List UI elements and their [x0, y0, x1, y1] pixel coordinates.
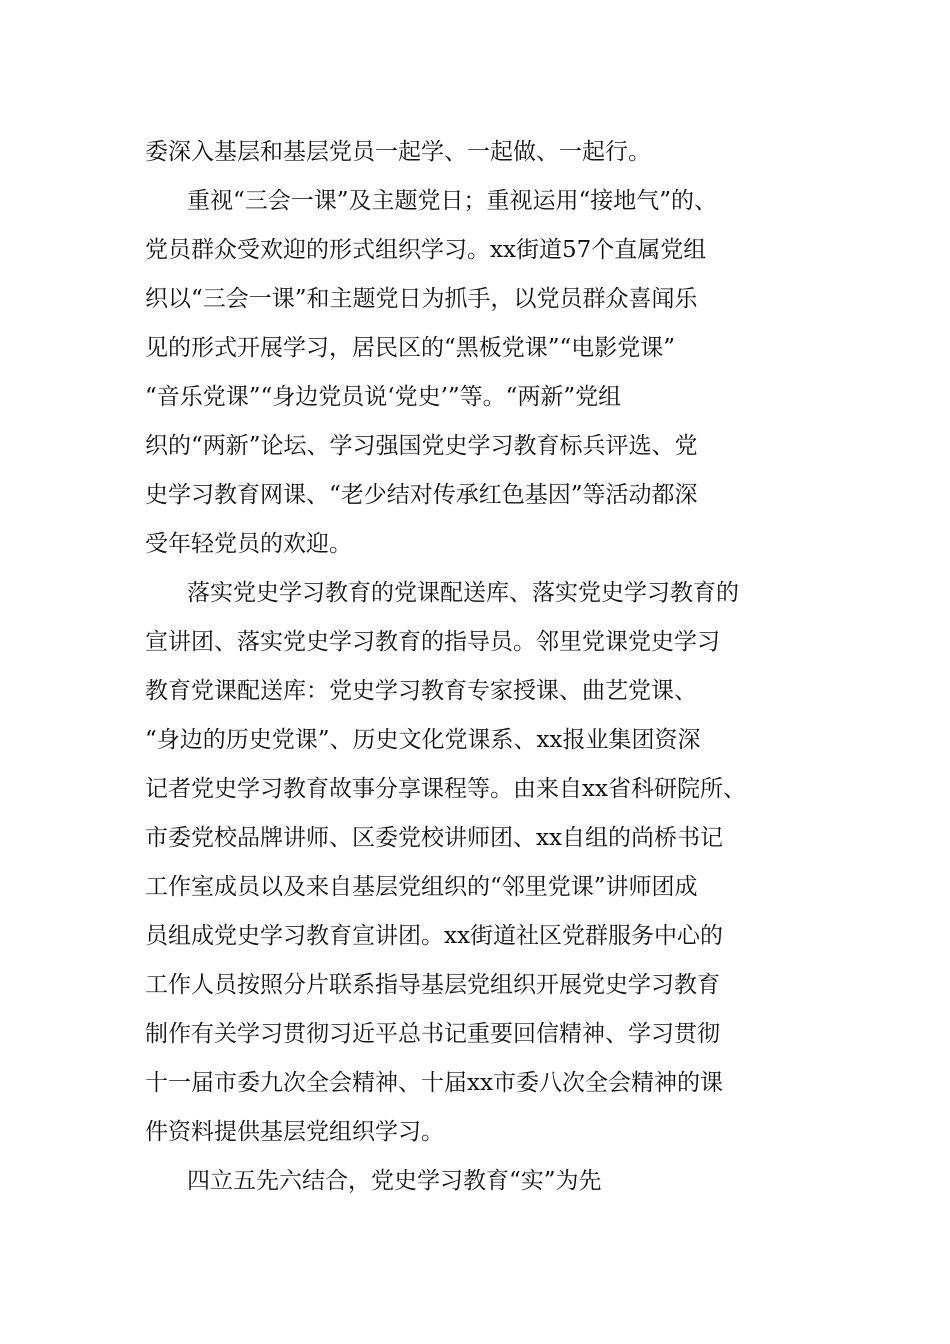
paragraph — [145, 1157, 815, 1206]
text-line: 件资料提供基层党组织学习。 — [145, 1119, 444, 1145]
text-line: “音乐党课”“身边党员说‘党史’”等。“两新”党组 — [145, 384, 622, 410]
text-line: 市委党校品牌讲师、区委党校讲师团、xx自组的尚桥书记 — [145, 825, 723, 851]
text-line: 十一届市委九次全会精神、十届xx市委八次全会精神的课 — [145, 1070, 723, 1096]
text-line: 四立五先六结合，党史学习教育“实”为先 — [187, 1168, 602, 1194]
text-line: 受年轻党员的欢迎。 — [145, 531, 352, 557]
paragraph — [145, 177, 815, 569]
text-line: 重视“三会一课”及主题党日；重视运用“接地气”的、 — [187, 188, 718, 214]
text-line: 织的“两新”论坛、学习强国党史学习教育标兵评选、党 — [145, 433, 698, 459]
text-line: 史学习教育网课、“老少结对传承红色基因”等活动都深 — [145, 482, 698, 508]
text-line: 宣讲团、落实党史学习教育的指导员。邻里党课党史学习 — [145, 629, 720, 655]
text-line: 见的形式开展学习，居民区的“黑板党课”“电影党课” — [145, 335, 676, 361]
text-line: 制作有关学习贯彻习近平总书记重要回信精神、学习贯彻 — [145, 1021, 720, 1047]
paragraph — [145, 569, 815, 1157]
text-line: 落实党史学习教育的党课配送库、落实党史学习教育的 — [187, 580, 739, 606]
text-line: 工作室成员以及来自基层党组织的“邻里党课”讲师团成 — [145, 874, 698, 900]
text-line: 织以“三会一课”和主题党日为抓手，以党员群众喜闻乐 — [145, 286, 698, 312]
text-line: “身边的历史党课”、历史文化党课系、xx报业集团资深 — [145, 727, 701, 753]
text-line: 委深入基层和基层党员一起学、一起做、一起行。 — [145, 139, 651, 165]
document-body — [145, 128, 815, 1206]
text-line: 员组成党史学习教育宣讲团。xx街道社区党群服务中心的 — [145, 923, 723, 949]
text-line: 记者党史学习教育故事分享课程等。由来自xx省科研院所、 — [145, 776, 746, 802]
paragraph — [145, 128, 815, 177]
text-line: 教育党课配送库：党史学习教育专家授课、曲艺党课、 — [145, 678, 697, 704]
text-line: 工作人员按照分片联系指导基层党组织开展党史学习教育 — [145, 972, 720, 998]
text-line: 党员群众受欢迎的形式组织学习。xx街道57个直属党组 — [145, 237, 707, 263]
